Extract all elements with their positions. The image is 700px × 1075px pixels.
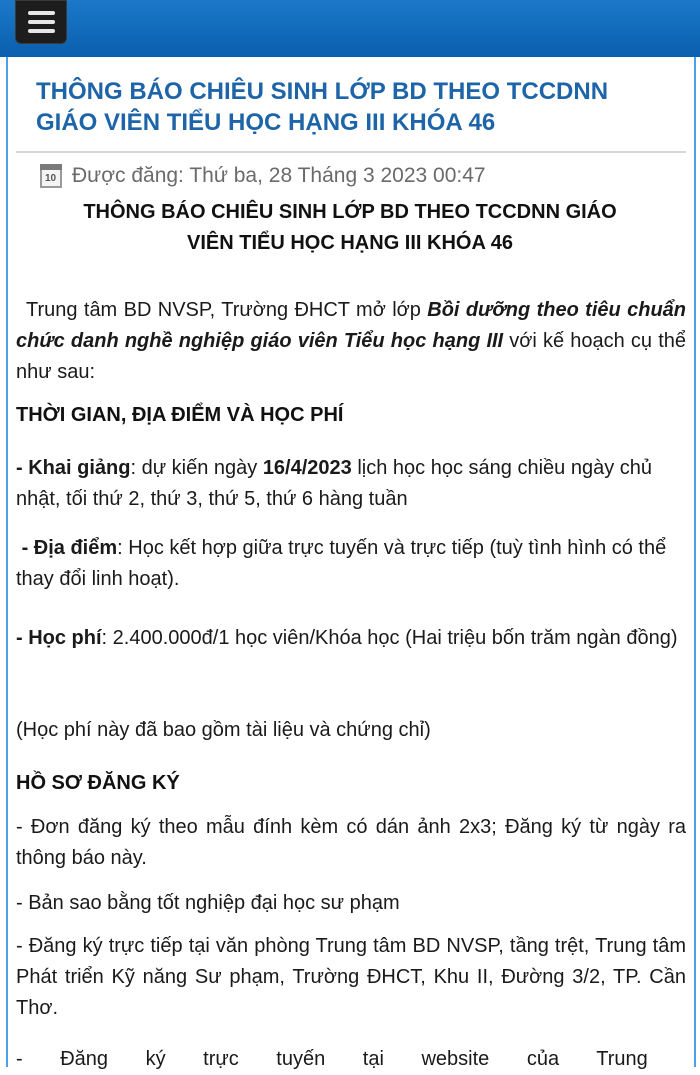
opening-label: - Khai giảng [16,457,131,479]
location-paragraph [16,533,686,595]
opening-text: : dự kiến ngày [130,457,263,479]
course-name: Bồi dưỡng theo tiêu chuẩn chức danh nghề nghiệp giáo viên Tiểu học hạng III [16,299,686,352]
post-meta [40,161,486,191]
requirement-2: - Bản sao bằng tốt nghiệp đại học sư phạm [16,892,400,914]
fee-note: (Học phí này đã bao gồm tài liệu và chứng chỉ) [16,719,431,741]
hamburger-menu-button[interactable] [15,0,67,44]
requirement-4: - Đăng ký trực tuyến tại website của Trung [16,1048,648,1070]
opening-schedule: lịch học học sáng chiều ngày chủ nhật, tối thứ 2, thứ 3, thứ 5, thứ 6 hàng tuần [16,457,652,510]
requirement-3: - Đăng ký trực tiếp tại văn phòng Trung tâm BD NVSP, tầng trệt, Trung tâm Phát triển Kỹ năng Sư phạm, Trường ĐHCT, Khu II, Đường 3/2, TP. Cần Thơ. [16,935,686,1019]
fee-text: : 2.400.000đ/1 học viên/Khóa học (Hai triệu bốn trăm ngàn đồng) [101,627,678,649]
location-text: : Học kết hợp giữa trực tuyến và trực tiếp (tuỳ tình hình có thể thay đổi linh hoạt). [16,537,672,590]
menu-line [28,11,55,15]
section-registration: HỒ SƠ ĐĂNG KÝ [16,772,180,794]
fee-paragraph [16,623,686,654]
calendar-icon: 10 [40,164,62,188]
intro-paragraph [16,295,686,388]
section-time-place-fee: THỜI GIAN, ĐỊA ĐIỂM VÀ HỌC PHÍ [16,404,344,426]
heading-line-2: VIÊN TIỂU HỌC HẠNG III KHÓA 46 [187,232,513,254]
location-label: - Địa điểm [16,537,118,559]
article-heading [30,197,670,259]
opening-paragraph [16,453,686,515]
menu-line [28,29,55,33]
page-title[interactable]: THÔNG BÁO CHIÊU SINH LỚP BD THEO TCCDNN GIÁO VIÊN TIỂU HỌC HẠNG III KHÓA 46 [36,78,609,136]
heading-line-1: THÔNG BÁO CHIÊU SINH LỚP BD THEO TCCDNN GIÁO [83,201,617,223]
intro-suffix: với kế hoạch cụ thể như sau: [16,330,686,383]
opening-date: 16/4/2023 [262,457,352,479]
intro-prefix: Trung tâm BD NVSP, Trường ĐHCT mở lớp [26,299,428,321]
requirement-1: - Đơn đăng ký theo mẫu đính kèm có dán ảnh 2x3; Đăng ký từ ngày ra thông báo này. [16,816,686,869]
title-divider [16,151,686,153]
menu-line [28,20,55,24]
fee-label: - Học phí [16,627,102,649]
top-nav-bar [0,0,700,57]
posted-date: Được đăng: Thứ ba, 28 Tháng 3 2023 00:47 [72,164,486,187]
